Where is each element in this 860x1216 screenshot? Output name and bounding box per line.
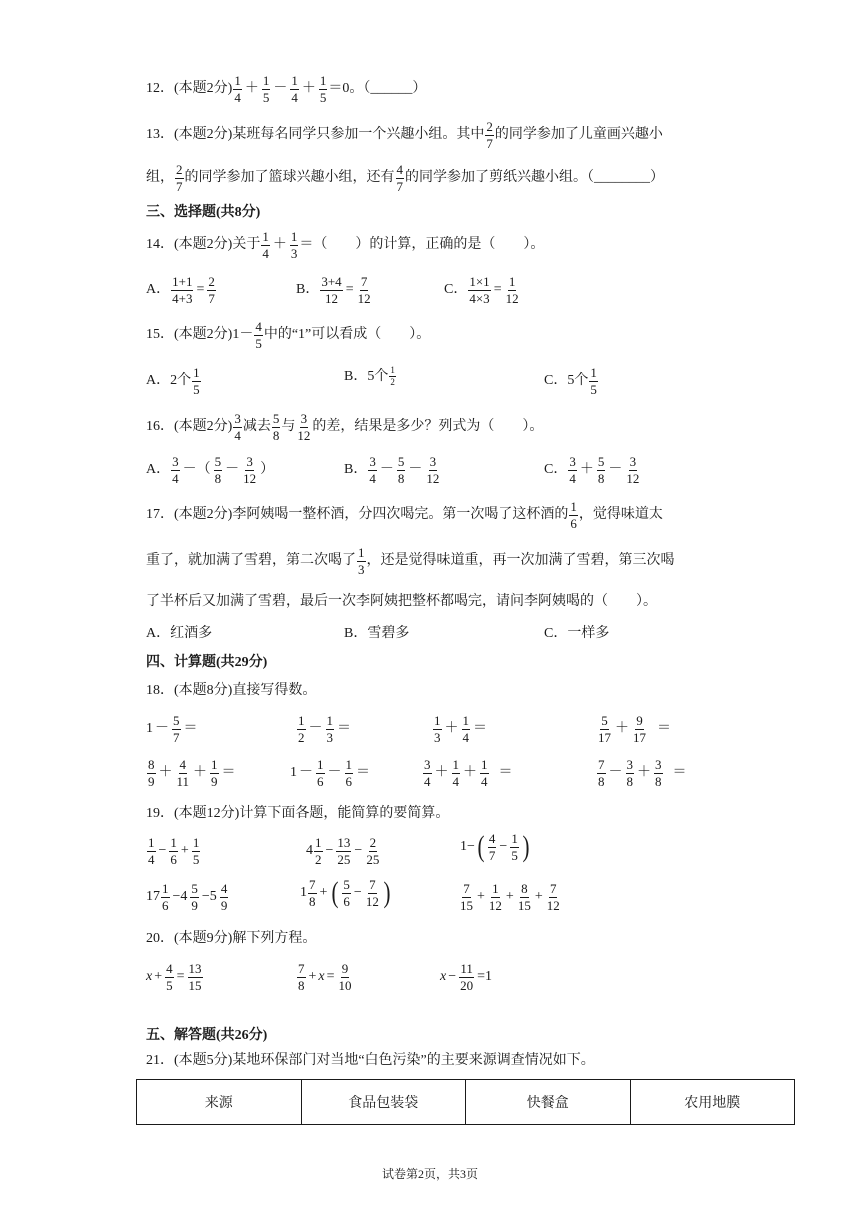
q14-option-b[interactable]: B． $\frac{3+4}{12}$ = $\frac{7}{12}$ [296,274,371,306]
fraction: $\frac{7}{8}$ [298,961,305,993]
question-17-line2 [146,546,675,576]
fraction: $\frac{1}{5}$ [319,73,327,105]
section-heading: 三、选择题(共8分) [146,205,261,220]
fraction: $\frac{9}{17}$ [633,713,646,745]
question-13-line2 [146,163,664,193]
fraction: $\frac{3}{4}$ [369,454,376,486]
fraction: $\frac{4}{9}$ [220,881,228,913]
fraction: $\frac{1}{5}$ [590,365,597,397]
q13-text: 的同学参加了剪纸兴趣小组。（________） [405,170,664,186]
fraction: $\frac{1}{5}$ [262,73,270,105]
fraction: $\frac{4}{7}$ [488,831,496,863]
q14-prefix: 14．(本题2分)关于 [146,237,261,253]
q18-item: 1 － $\frac{5}{7}$ ＝ [146,713,198,745]
question-20-title: 20．(本题9分)解下列方程。 [146,931,317,946]
question-17-line3: 了半杯后又加满了雪碧，最后一次李阿姨把整杯都喝完，请问李阿姨喝的（ ）。 [146,594,657,609]
fraction: $\frac{1}{4}$ [148,835,155,867]
q20-equation: x − $\frac{11}{20}$ =1 [440,961,493,993]
option-label: C． [544,462,568,478]
question-13-line1 [146,120,663,150]
fraction: $\frac{1}{12}$ [488,881,502,913]
table-header-cell: 食品包装袋 [301,1080,466,1125]
q19-item: 17 $\frac{1}{6}$ −4 $\frac{5}{9}$ −5 $\frac{4}{9}$ [146,881,228,913]
fraction: $\frac{7}{12}$ [365,877,379,909]
q19-item: $\frac{7}{15}$ + $\frac{1}{12}$ + $\frac{8}{15}$ + $\frac{7}{12}$ [460,881,560,913]
q18-item: $\frac{1}{3}$ ＋ $\frac{1}{4}$ ＝ [434,713,487,745]
q18-item: $\frac{7}{8}$ － $\frac{3}{8}$ ＋ $\frac{3}{8}$ ＝ [598,757,687,789]
q14-option-a[interactable]: A． $\frac{1+1}{4+3}$ = $\frac{2}{7}$ [146,274,215,306]
fraction: $\frac{3}{4}$ [172,454,179,486]
fraction: $\frac{2}{7}$ [208,274,215,306]
fraction: $\frac{5}{17}$ [598,713,611,745]
fraction: $\frac{9}{10}$ [338,961,352,993]
fraction: $\frac{2}{7}$ [486,119,493,151]
fraction: $\frac{1}{6}$ [570,499,577,531]
fraction: $\frac{1}{5}$ [511,831,518,863]
fraction: $\frac{1}{6}$ [170,835,177,867]
fraction: $\frac{1}{9}$ [211,757,218,789]
question-21-title: 21．(本题5分)某地环保部门对当地“白色污染”的主要来源调查情况如下。 [146,1053,595,1068]
fraction: $\frac{8}{15}$ [517,881,531,913]
fraction: $\frac{1+1}{4+3}$ [172,274,193,306]
fraction: $\frac{5}{7}$ [173,713,180,745]
fraction: $\frac{3}{4}$ [569,454,576,486]
question-15 [146,320,430,350]
fraction: $\frac{13}{25}$ [337,835,351,867]
q16-option-b[interactable]: B． $\frac{3}{4}$ － $\frac{5}{8}$ － $\frac{3}{12}$ [344,454,440,486]
q13-text: 的同学参加了篮球兴趣小组，还有 [184,170,395,186]
q16-text: 与 [281,419,296,435]
q20-equation: x + $\frac{4}{5}$ = $\frac{13}{15}$ [146,961,202,993]
q14-text: ＝（ ）的计算，正确的是（ ）。 [299,237,545,253]
fraction: $\frac{7}{8}$ [598,757,605,789]
option-label: B． [296,282,320,298]
fraction: $\frac{5}{8}$ [272,411,280,443]
fraction: $\frac{5}{6}$ [343,877,350,909]
q18-item: $\frac{1}{2}$ － $\frac{1}{3}$ ＝ [298,713,351,745]
fraction: $\frac{4}{7}$ [396,162,403,194]
fraction: $\frac{1}{4}$ [481,757,488,789]
fraction: $\frac{1}{3}$ [358,545,365,577]
fraction: $\frac{1}{2}$ [390,365,395,388]
fraction: $\frac{1}{6}$ [345,757,352,789]
q17-text: ，还是觉得味道重，再一次加满了雪碧，第三次喝 [366,553,675,569]
fraction: $\frac{1}{5}$ [193,365,200,397]
q16-text: 的差，结果是多少？列式为（ ）。 [312,419,544,435]
q18-item: $\frac{5}{17}$ ＋ $\frac{9}{17}$ ＝ [598,713,671,745]
fraction: $\frac{1}{3}$ [434,713,441,745]
fraction: $\frac{3}{12}$ [626,454,640,486]
option-label: A． [146,282,171,298]
fraction: $\frac{5}{8}$ [597,454,605,486]
fraction: $\frac{8}{9}$ [148,757,155,789]
table-header-cell: 来源 [137,1080,302,1125]
fraction: $\frac{7}{15}$ [460,881,473,913]
q16-prefix: 16．(本题2分) [146,419,233,435]
fraction: $\frac{7}{8}$ [309,877,316,909]
fraction: $\frac{3}{12}$ [243,454,257,486]
q17-text: 17．(本题2分)李阿姨喝一整杯酒，分四次喝完。第一次喝了这杯酒的 [146,507,569,523]
table-header-cell: 农用地膜 [630,1080,795,1125]
option-label: C．5个 [544,373,589,389]
q18-item: 1 － $\frac{1}{6}$ － $\frac{1}{6}$ ＝ [290,757,370,789]
q17-text: 重了，就加满了雪碧，第二次喝了 [146,553,356,569]
option-label: B．5个 [344,368,389,384]
q18-item: $\frac{3}{4}$ ＋ $\frac{1}{4}$ ＋ $\frac{1}{4}$ ＝ [424,757,513,789]
fraction: $\frac{2}{25}$ [366,835,380,867]
question-19-title: 19．(本题12分)计算下面各题，能简算的要简算。 [146,806,450,821]
q15-option-c[interactable] [544,366,599,396]
fraction: $\frac{3+4}{12}$ [321,274,342,306]
fraction: $\frac{1}{4}$ [452,757,459,789]
fraction: $\frac{1}{3}$ [290,229,298,261]
fraction: $\frac{5}{8}$ [397,454,405,486]
fraction: $\frac{4}{5}$ [255,319,262,351]
fraction: $\frac{3}{4}$ [424,757,431,789]
question-14: 14．(本题2分)关于 $\frac{1}{4}$ ＋ $\frac{1}{3}$ ＝（ ）的计算，正确的是（ ）。 [146,229,545,261]
fraction: $\frac{1}{5}$ [192,835,200,867]
fraction: $\frac{1}{2}$ [298,713,305,745]
q16-option-a[interactable]: A． $\frac{3}{4}$ －（ $\frac{5}{8}$ － $\frac{3}{12}$ ） [146,454,275,486]
fraction: $\frac{11}{20}$ [460,961,474,993]
q17-text: ，觉得味道太 [578,507,663,523]
q19-item: 1 $\frac{7}{8}$ + ( $\frac{5}{6}$ − $\frac{7}{12}$ ) [300,876,391,910]
q19-item: $\frac{1}{4}$ − $\frac{1}{6}$ + $\frac{1}{5}$ [148,835,200,867]
fraction: $\frac{7}{12}$ [546,881,560,913]
option-label: C． [444,282,468,298]
section-heading: 四、计算题(共29分) [146,655,268,670]
fraction: $\frac{13}{15}$ [188,961,202,993]
q16-option-c[interactable]: C． $\frac{3}{4}$ ＋ $\frac{5}{8}$ － $\frac{3}{12}$ [544,454,640,486]
q19-item: 1− ( $\frac{4}{7}$ − $\frac{1}{5}$ ) [460,830,530,864]
pollution-source-table [136,1079,795,1125]
q15-option-a[interactable] [146,366,202,396]
fraction: $\frac{3}{8}$ [626,757,633,789]
question-17-line1 [146,500,663,530]
q17-option-c[interactable]: C．一样多 [544,626,610,641]
fraction: $\frac{1}{4}$ [291,73,298,105]
q15-option-b[interactable] [344,366,397,388]
q17-option-a[interactable]: A．红酒多 [146,626,213,641]
fraction: $\frac{1}{4}$ [234,73,241,105]
fraction: $\frac{1}{4}$ [262,229,269,261]
q13-prefix: 13．(本题2分)某班每名同学只参加一个兴趣小组。其中 [146,127,485,143]
q20-equation: $\frac{7}{8}$ + x = $\frac{9}{10}$ [298,961,352,993]
fraction: $\frac{3}{4}$ [234,411,241,443]
fraction: $\frac{2}{7}$ [176,162,183,194]
question-12: 12．(本题2分) $\frac{1}{4}$ ＋ $\frac{1}{5}$ － $\frac{1}{4}$ ＋ $\frac{1}{5}$ ＝0。（______） [146,73,427,105]
q16-text: 减去 [242,419,271,435]
fraction: $\frac{1}{6}$ [162,881,169,913]
section-heading: 五、解答题(共26分) [146,1028,268,1043]
q19-item: 4 $\frac{1}{2}$ − $\frac{13}{25}$ − $\frac{2}{25}$ [306,835,380,867]
fraction: $\frac{3}{12}$ [297,411,311,443]
q15-text: 中的“1”可以看成（ ）。 [263,327,431,343]
fraction: $\frac{1\times 1}{4\times 3}$ [469,274,490,306]
fraction: $\frac{4}{11}$ [176,757,190,789]
fraction: $\frac{1}{6}$ [317,757,324,789]
fraction: $\frac{1}{12}$ [505,274,519,306]
question-16 [146,412,543,442]
fraction: $\frac{3}{8}$ [655,757,662,789]
table-row [137,1080,795,1125]
option-label: A． [146,462,171,478]
question-18-title: 18．(本题8分)直接写得数。 [146,683,317,698]
q14-option-c[interactable]: C． $\frac{1\times 1}{4\times 3}$ = $\frac{1}{12}$ [444,274,519,306]
fraction: $\frac{1}{3}$ [326,713,333,745]
fraction: $\frac{7}{12}$ [357,274,371,306]
fraction: $\frac{1}{2}$ [315,835,322,867]
q12-suffix: ＝0。（______） [328,81,427,97]
option-label: B． [344,462,368,478]
fraction: $\frac{5}{9}$ [191,881,198,913]
table-header-cell: 快餐盒 [466,1080,631,1125]
page-footer: 试卷第2页，共3页 [381,1167,478,1181]
q12-prefix: 12．(本题2分) [146,81,233,97]
fraction: $\frac{3}{12}$ [426,454,440,486]
q18-item: $\frac{8}{9}$ ＋ $\frac{4}{11}$ ＋ $\frac{1}{9}$ ＝ [148,757,236,789]
fraction: $\frac{5}{8}$ [214,454,222,486]
q13-text: 组， [146,170,174,186]
fraction: $\frac{1}{4}$ [462,713,469,745]
q13-text: 的同学参加了儿童画兴趣小 [494,127,663,143]
fraction: $\frac{4}{5}$ [166,961,173,993]
option-label: A．2个 [146,373,192,389]
q15-prefix: 15．(本题2分)1－ [146,327,254,343]
q17-option-b[interactable]: B．雪碧多 [344,626,410,641]
